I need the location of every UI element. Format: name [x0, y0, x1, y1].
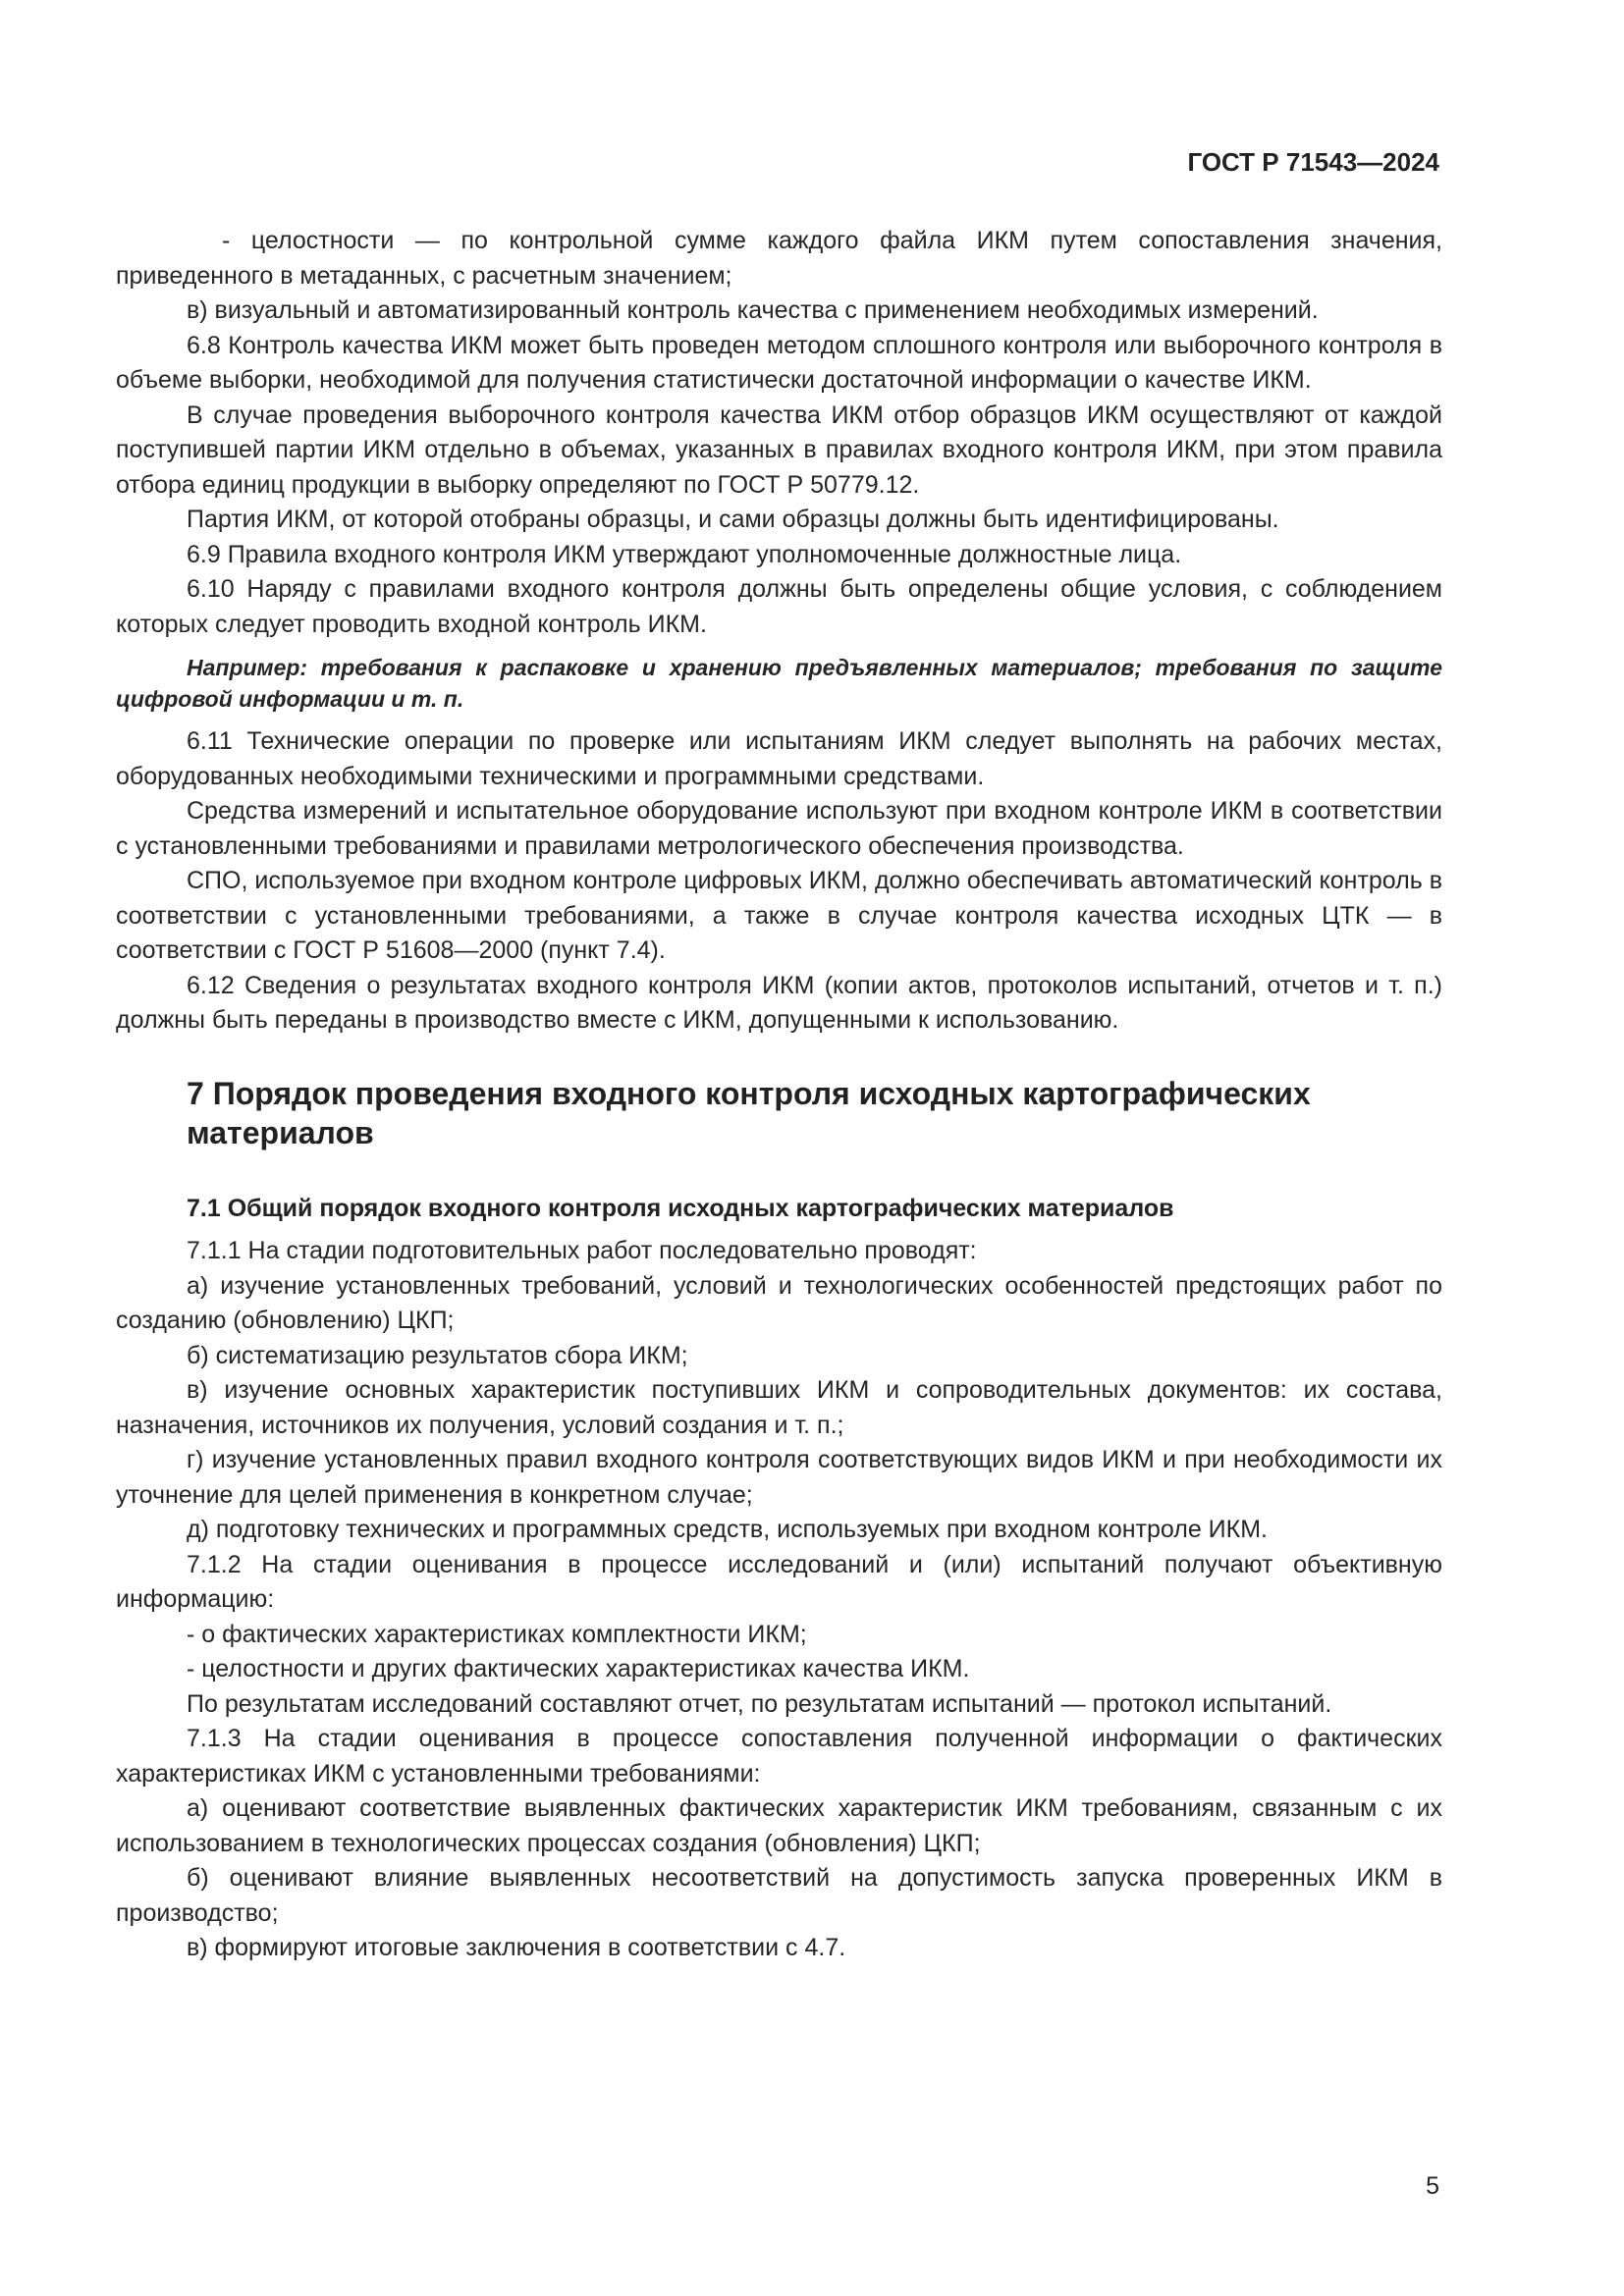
paragraph: в) визуальный и автоматизированный контроль качества с применением необходимых измерений. — [187, 296, 1319, 324]
subsection-7-1-heading: 7.1 Общий порядок входного контроля исходных картографических материалов — [187, 1194, 1174, 1222]
list-item: д) подготовку технических и программных средств, используемых при входном контроле ИКМ. — [187, 1516, 1268, 1543]
list-item: - о фактических характеристиках комплектности ИКМ; — [187, 1620, 807, 1648]
list-item: в) формируют итоговые заключения в соответствии с 4.7. — [187, 1934, 846, 1961]
section-7-heading: 7 Порядок проведения входного контроля исходных картографических материалов — [187, 1075, 1311, 1150]
list-item: г) изучение установленных правил входного контроля соответствующих видов ИКМ и при необходимости их уточнение для целей применения в конкретном случае; — [116, 1446, 1442, 1509]
example-note: Например: требования к распаковке и хранению предъявленных материалов; требования по защите цифровой информации и т. п. — [116, 655, 1442, 712]
paragraph: Партия ИКМ, от которой отобраны образцы, и сами образцы должны быть идентифицированы. — [187, 506, 1279, 533]
list-item: б) систематизацию результатов сбора ИКМ; — [187, 1341, 688, 1369]
paragraph: 7.1.1 На стадии подготовительных работ последовательно проводят: — [187, 1237, 977, 1264]
list-item: а) изучение установленных требований, условий и технологических особенностей предстоящих работ по созданию (обновлению) ЦКП; — [116, 1271, 1442, 1334]
list-item: а) оценивают соответствие выявленных фактических характеристик ИКМ требованиям, связанным с их использованием в технологических процессах создания (обновления) ЦКП; — [116, 1794, 1442, 1857]
page-number: 5 — [1426, 2172, 1439, 2200]
standard-header: ГОСТ Р 71543—2024 — [1187, 147, 1439, 177]
paragraph: 6.12 Сведения о результатах входного контроля ИКМ (копии актов, протоколов испытаний, отчетов и т. п.) должны быть переданы в производство вместе с ИКМ, допущенными к использованию. — [116, 971, 1442, 1034]
paragraph: СПО, используемое при входном контроле цифровых ИКМ, должно обеспечивать автоматический контроль в соответствии с установленными требованиями, а также в случае контроля качества исходных ЦТК — в соответствии с ГОСТ Р 51608—2000 (пункт 7.4). — [116, 867, 1442, 964]
paragraph: По результатам исследований составляют отчет, по результатам испытаний — протокол испытаний. — [187, 1689, 1332, 1718]
list-item: - целостности и других фактических характеристиках качества ИКМ. — [187, 1655, 970, 1682]
paragraph: Средства измерений и испытательное оборудование используют при входном контроле ИКМ в соответствии с установленными требованиями и правилами метрологического обеспечения производства. — [116, 797, 1442, 860]
list-item: в) изучение основных характеристик поступивших ИКМ и сопроводительных документов: их состава, назначения, источников их получения, условий создания и т. п.; — [116, 1376, 1442, 1439]
paragraph: - целостности — по контрольной сумме каждого файла ИКМ путем сопоставления значения, приведенного в метаданных, с расчетным значением; — [116, 227, 1442, 290]
paragraph: 7.1.2 На стадии оценивания в процессе исследований и (или) испытаний получают объективную информацию: — [116, 1550, 1442, 1613]
paragraph: 6.10 Наряду с правилами входного контроля должны быть определены общие условия, с соблюдением которых следует проводить входной контроль ИКМ. — [116, 575, 1442, 638]
paragraph: 6.9 Правила входного контроля ИКМ утверждают уполномоченные должностные лица. — [187, 540, 1182, 568]
list-item: б) оценивают влияние выявленных несоответствий на допустимость запуска проверенных ИКМ в производство; — [116, 1864, 1442, 1927]
paragraph: 6.11 Технические операции по проверке или испытаниям ИКМ следует выполнять на рабочих местах, оборудованных необходимыми техническими и программными средствами. — [116, 727, 1442, 790]
paragraph: 7.1.3 На стадии оценивания в процессе сопоставления полученной информации о фактических характеристиках ИКМ с установленными требованиями: — [116, 1725, 1442, 1788]
document-body — [116, 224, 1442, 1966]
paragraph: В случае проведения выборочного контроля качества ИКМ отбор образцов ИКМ осуществляют от каждой поступившей партии ИКМ отдельно в объемах, указанных в правилах входного контроля ИКМ, при этом правила отбора единиц продукции в выборку определяют по ГОСТ Р 50779.12. — [116, 400, 1442, 499]
paragraph: 6.8 Контроль качества ИКМ может быть проведен методом сплошного контроля или выборочного контроля в объеме выборки, необходимой для получения статистически достаточной информации о качестве ИКМ. — [116, 331, 1442, 394]
